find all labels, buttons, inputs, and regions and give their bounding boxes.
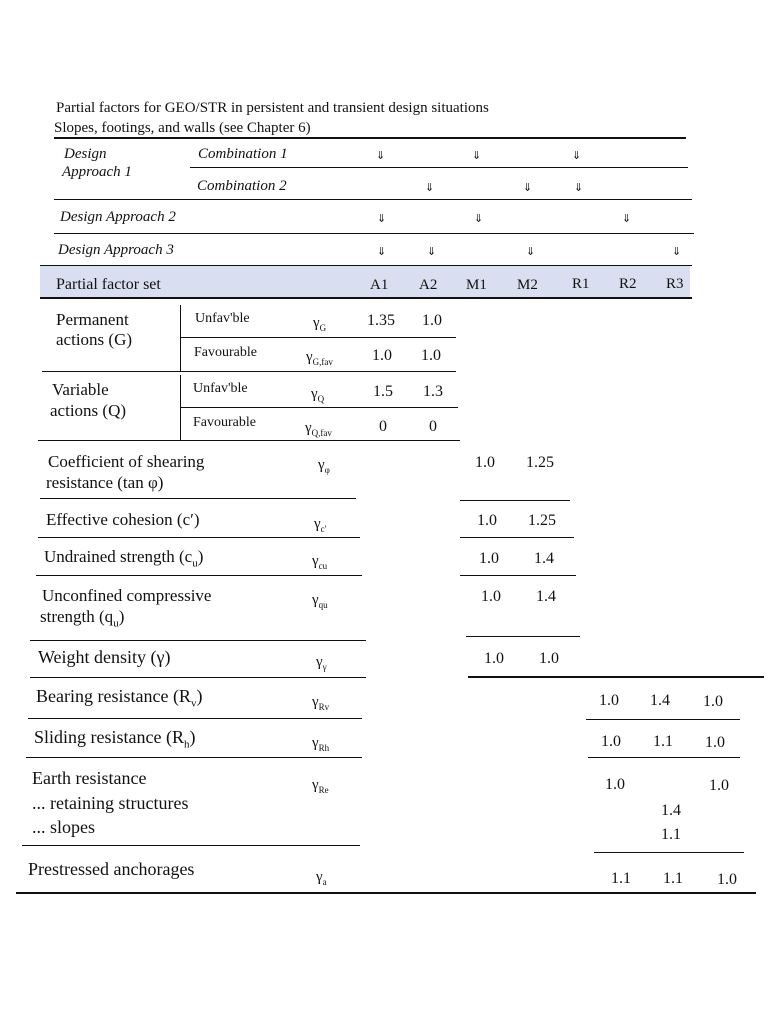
col-header-m2: M2: [517, 277, 538, 293]
arrow-down-icon: ⇓: [474, 212, 484, 225]
prestressed-anchorages-label: Prestressed anchorages: [28, 859, 195, 879]
row-rule: [22, 845, 360, 846]
table-bottom-rule: [16, 892, 756, 894]
weight-density-label: Weight density (γ): [38, 647, 171, 667]
permanent-label-line1: Permanent: [56, 310, 129, 329]
row-rule: [466, 636, 580, 637]
earth-resistance-label: Earth resistance: [32, 768, 147, 788]
undrained-label: Undrained strength $(c_u)$: [44, 547, 204, 570]
q-fav-a2: 0: [429, 418, 437, 435]
anchorages-r2: 1.1: [663, 870, 683, 887]
partial-factor-set-label: Partial factor set: [56, 276, 161, 293]
bearing-r1: 1.0: [599, 692, 619, 709]
cohesion-m2: 1.25: [528, 512, 556, 529]
arrow-down-icon: ⇓: [523, 181, 533, 194]
shearing-label-line1: Coefficient of shearing: [48, 452, 205, 471]
row-rule: [586, 719, 740, 720]
shearing-label-line2: resistance (tan φ): [46, 473, 164, 492]
header-top-rule: [40, 265, 692, 266]
arrow-down-icon: ⇓: [377, 245, 387, 258]
col-header-m1: M1: [466, 277, 487, 293]
gamma-rh-symbol: $\gamma_{Rh}$: [312, 735, 330, 753]
da1-label-line2: Approach 1: [62, 164, 132, 180]
row-rule: [38, 440, 460, 441]
table-title-line2: Slopes, footings, and walls (see Chapter 6): [54, 120, 311, 136]
g-unfav-a1: 1.35: [367, 312, 395, 329]
arrow-down-icon: ⇓: [472, 149, 482, 162]
col-header-r1: R1: [572, 276, 590, 292]
gamma-a-symbol: $\gamma_a$: [316, 869, 327, 887]
row-rule: [30, 677, 366, 678]
cohesion-m1: 1.0: [477, 512, 497, 529]
variable-label-line2: actions (Q): [50, 401, 127, 420]
sliding-r1: 1.0: [601, 733, 621, 750]
bearing-resistance-label: Bearing resistance $(R_v)$: [36, 686, 203, 710]
row-rule: [38, 537, 360, 538]
table-title-line1: Partial factors for GEO/STR in persistent and transient design situations: [56, 100, 489, 116]
da2-rule: [54, 233, 694, 234]
col-header-a1: A1: [370, 277, 389, 293]
group-divider: [180, 375, 181, 440]
shearing-m1: 1.0: [475, 454, 495, 471]
variable-label-line1: Variable: [52, 380, 109, 399]
da1-label-line1: Design: [64, 146, 107, 162]
g-fav-a2: 1.0: [421, 347, 441, 364]
da2-label: Design Approach 2: [60, 209, 176, 225]
combination1-label: Combination 1: [198, 146, 288, 162]
earth-slopes-r2: 1.1: [661, 826, 681, 843]
shearing-m2: 1.25: [526, 454, 554, 471]
anchorages-r1: 1.1: [611, 870, 631, 887]
gamma-g-fav-symbol: $\gamma_{G,fav}$: [306, 349, 333, 367]
q-unfav-a2: 1.3: [423, 383, 443, 400]
row-rule: [40, 498, 356, 499]
combination2-label: Combination 2: [197, 178, 287, 194]
row-rule: [36, 575, 362, 576]
arrow-down-icon: ⇓: [376, 149, 386, 162]
permanent-unfav-label: Unfav'ble: [195, 311, 250, 326]
arrow-down-icon: ⇓: [427, 245, 437, 258]
permanent-label-line2: actions (G): [56, 330, 133, 349]
gamma-rv-symbol: $\gamma_{Rv}$: [312, 694, 330, 712]
weight-density-m2: 1.0: [539, 650, 559, 667]
permanent-fav-label: Favourable: [194, 345, 257, 360]
arrow-down-icon: ⇓: [672, 245, 682, 258]
earth-slopes-label: ... slopes: [32, 817, 95, 837]
arrow-down-icon: ⇓: [622, 212, 632, 225]
gamma-cu-symbol: $\gamma_{cu}$: [312, 553, 328, 571]
row-rule: [460, 500, 570, 501]
earth-r1: 1.0: [605, 776, 625, 793]
unconfined-m1: 1.0: [481, 588, 501, 605]
g-unfav-a2: 1.0: [422, 312, 442, 329]
combination-divider: [190, 167, 688, 168]
gamma-q-symbol: $\gamma_Q$: [311, 386, 325, 404]
sliding-r2: 1.1: [653, 733, 673, 750]
sliding-r3: 1.0: [705, 734, 725, 751]
row-rule: [468, 676, 764, 678]
da1-rule: [54, 199, 692, 200]
gamma-c-symbol: $\gamma_{c'}$: [314, 516, 327, 534]
row-rule: [180, 407, 458, 408]
gamma-gamma-symbol: $\gamma_\gamma$: [316, 654, 327, 672]
unconfined-label-line1: Unconfined compressive: [42, 586, 212, 605]
gamma-qu-symbol: $\gamma_{qu}$: [312, 592, 328, 610]
variable-fav-label: Favourable: [193, 415, 256, 430]
earth-r3: 1.0: [709, 777, 729, 794]
gamma-phi-symbol: $\gamma_\varphi$: [318, 457, 330, 475]
col-header-r3: R3: [666, 276, 684, 292]
col-header-a2: A2: [419, 277, 438, 293]
bearing-r2: 1.4: [650, 692, 670, 709]
unconfined-label-line2: strength $(q_u)$: [40, 607, 125, 630]
bearing-r3: 1.0: [703, 693, 723, 710]
undrained-m2: 1.4: [534, 550, 554, 567]
row-rule: [594, 852, 744, 853]
row-rule: [28, 718, 362, 719]
row-rule: [30, 640, 366, 641]
arrow-down-icon: ⇓: [526, 245, 536, 258]
header-bottom-rule: [40, 297, 692, 299]
row-rule: [588, 757, 740, 758]
unconfined-m2: 1.4: [536, 588, 556, 605]
cohesion-label: Effective cohesion (c′): [46, 510, 200, 529]
variable-unfav-label: Unfav'ble: [193, 381, 248, 396]
earth-retaining-r2: 1.4: [661, 802, 681, 819]
row-rule: [42, 371, 456, 372]
earth-retaining-label: ... retaining structures: [32, 793, 189, 813]
col-header-r2: R2: [619, 276, 637, 292]
gamma-q-fav-symbol: $\gamma_{Q,fav}$: [305, 420, 332, 438]
row-rule: [180, 337, 456, 338]
q-unfav-a1: 1.5: [373, 383, 393, 400]
arrow-down-icon: ⇓: [572, 149, 582, 162]
row-rule: [26, 757, 362, 758]
group-divider: [180, 305, 181, 371]
anchorages-r3: 1.0: [717, 871, 737, 888]
g-fav-a1: 1.0: [372, 347, 392, 364]
arrow-down-icon: ⇓: [425, 181, 435, 194]
undrained-m1: 1.0: [479, 550, 499, 567]
arrow-down-icon: ⇓: [377, 212, 387, 225]
gamma-re-symbol: $\gamma_{Re}$: [312, 777, 329, 795]
row-rule: [460, 537, 574, 538]
title-rule: [54, 137, 686, 139]
q-fav-a1: 0: [379, 418, 387, 435]
sliding-resistance-label: Sliding resistance $(R_h)$: [34, 727, 196, 751]
weight-density-m1: 1.0: [484, 650, 504, 667]
row-rule: [460, 575, 576, 576]
gamma-g-symbol: $\gamma_G$: [313, 315, 327, 333]
arrow-down-icon: ⇓: [574, 181, 584, 194]
da3-label: Design Approach 3: [58, 242, 174, 258]
